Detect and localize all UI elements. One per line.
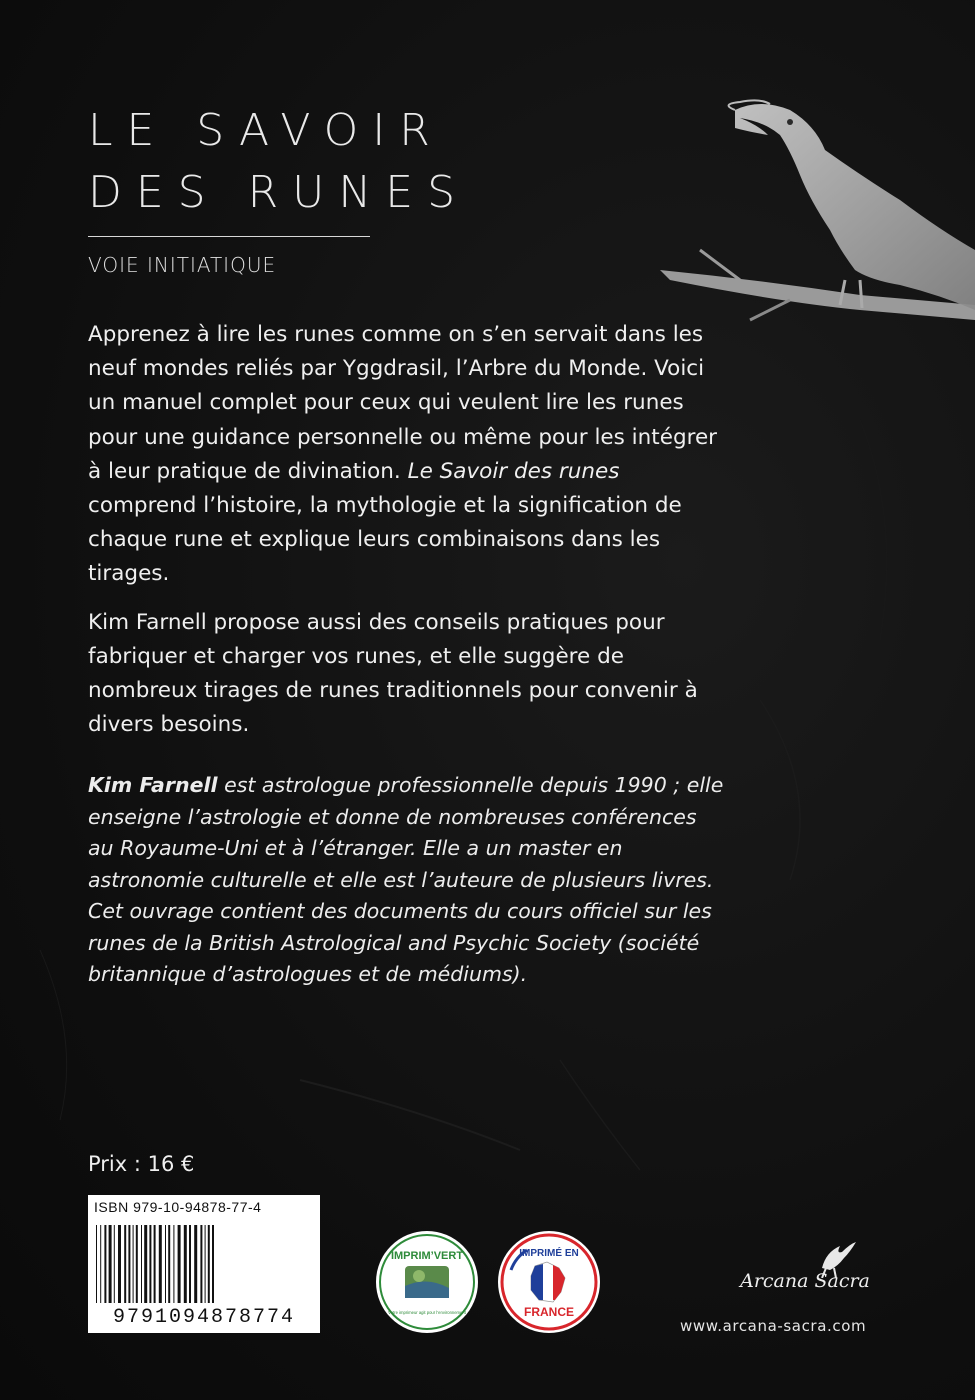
ean-number: 9791094878774	[112, 1306, 296, 1329]
author-bio-text: est astrologue professionnelle depuis 1990 ; elle enseigne l’astrologie et donne de nombreuses conférences au Royaume-Uni et à l’étranger. Elle a un master en astronomie culturelle et elle est l’auteure de plusieurs livres. Cet ouvrage contient des documents du cours officiel sur les runes de la British Astrological and Psychic Society (société britannique d’astrologues et de médiums).	[88, 773, 724, 986]
title-line-2: DES RUNES	[88, 167, 470, 218]
description-paragraph-2: Kim Farnell propose aussi des conseils pratiques pour fabriquer et charger vos runes, et elle suggère de nombreux tirages de runes traditionnels pour convenir à divers besoins.	[88, 609, 698, 738]
barcode-bar	[184, 1225, 187, 1303]
author-bio	[88, 770, 728, 991]
barcode-bar	[136, 1225, 138, 1303]
barcode-bar	[109, 1225, 112, 1303]
book-subtitle: VOIE INITIATIQUE	[88, 253, 277, 277]
barcode-bar	[144, 1225, 147, 1303]
barcode-bar	[189, 1225, 191, 1303]
author-name: Kim Farnell	[88, 773, 218, 797]
imprim-vert-name: IMPRIM’VERT	[390, 1250, 464, 1262]
barcode-bar	[159, 1225, 162, 1303]
imprime-en-france-badge	[497, 1230, 601, 1334]
description-paragraph-1	[88, 318, 728, 592]
barcode-bar	[205, 1225, 206, 1303]
barcode-bar	[104, 1225, 106, 1303]
barcode-bar	[154, 1225, 156, 1303]
barcode-bar	[178, 1225, 181, 1303]
barcode-bar	[208, 1225, 210, 1303]
publisher-name: Arcana Sacra	[740, 1270, 870, 1292]
price: Prix : 16 €	[88, 1152, 195, 1176]
barcode-bar	[200, 1225, 202, 1303]
isbn-label: ISBN 979-10-94878-77-4	[94, 1199, 262, 1215]
barcode-bar	[173, 1225, 174, 1303]
france-badge-top: IMPRIMÉ EN	[519, 1248, 579, 1259]
barcode-bar	[168, 1225, 170, 1303]
france-badge-bottom: FRANCE	[524, 1305, 574, 1319]
barcode-bar	[133, 1225, 134, 1303]
barcode-bar	[165, 1225, 166, 1303]
barcode-bar	[194, 1225, 197, 1303]
barcode	[88, 1195, 320, 1333]
barcode-bar	[128, 1225, 130, 1303]
barcode-bar	[100, 1225, 101, 1303]
imprim-vert-tagline: Votre imprimeur agit pour l’environnement	[388, 1310, 466, 1315]
barcode-bar	[212, 1225, 214, 1303]
barcode-bar	[118, 1225, 121, 1303]
barcode-bar	[96, 1225, 97, 1303]
description-p1-title: Le Savoir des runes	[407, 458, 620, 484]
description	[88, 318, 728, 756]
barcode-bar	[149, 1225, 151, 1303]
title-divider	[88, 236, 370, 237]
description-p1-start: Apprenez à lire les runes comme on s’en servait dans les neuf mondes reliés par Yggdrasil, l’Arbre du Monde. Voici un manuel complet pour ceux qui veulent lire les runes pour une guidance personnelle ou même pour les intégrer à leur pratique de divination.	[88, 322, 718, 484]
barcode-bars	[88, 1223, 320, 1307]
title-line-1: LE SAVOIR	[88, 105, 444, 156]
publisher-logo	[730, 1238, 890, 1308]
barcode-bar	[124, 1225, 126, 1303]
barcode-bar	[114, 1225, 115, 1303]
publisher-website[interactable]: www.arcana-sacra.com	[680, 1317, 867, 1335]
book-title	[88, 100, 470, 224]
barcode-bar	[141, 1225, 142, 1303]
imprim-vert-badge	[375, 1230, 479, 1334]
description-p1-end: comprend l’histoire, la mythologie et la signification de chaque rune et explique leurs combinaisons dans les tirages.	[88, 493, 682, 587]
